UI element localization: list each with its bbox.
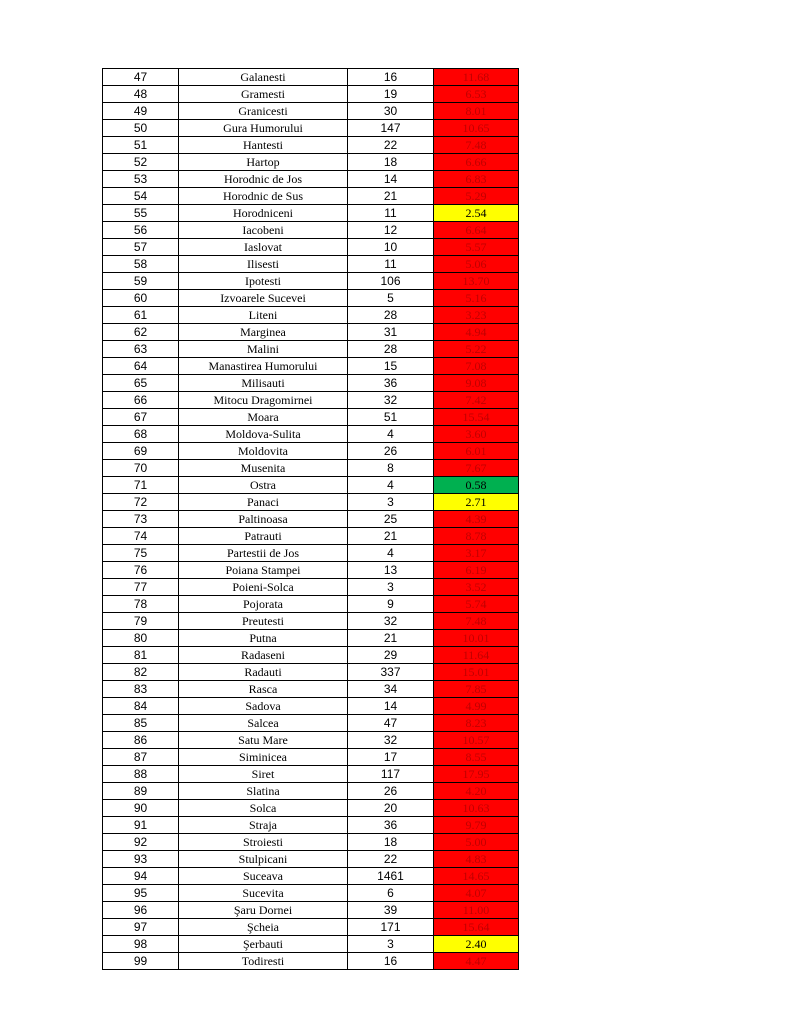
incidence-rate-cell: 15.54 <box>434 409 519 426</box>
incidence-rate-cell: 15.01 <box>434 664 519 681</box>
table-row <box>103 494 519 511</box>
row-number-cell: 88 <box>103 766 179 783</box>
row-number-cell: 83 <box>103 681 179 698</box>
table-row <box>103 902 519 919</box>
case-count-cell: 21 <box>348 528 434 545</box>
incidence-rate-cell: 4.99 <box>434 698 519 715</box>
table-row <box>103 341 519 358</box>
locality-name-cell: Paltinoasa <box>179 511 348 528</box>
table-row <box>103 545 519 562</box>
table-row <box>103 562 519 579</box>
table-row <box>103 273 519 290</box>
row-number-cell: 49 <box>103 103 179 120</box>
case-count-cell: 11 <box>348 205 434 222</box>
locality-name-cell: Malini <box>179 341 348 358</box>
row-number-cell: 85 <box>103 715 179 732</box>
locality-name-cell: Iaslovat <box>179 239 348 256</box>
case-count-cell: 4 <box>348 426 434 443</box>
case-count-cell: 26 <box>348 443 434 460</box>
case-count-cell: 6 <box>348 885 434 902</box>
table-row <box>103 783 519 800</box>
incidence-rate-cell: 3.23 <box>434 307 519 324</box>
table-row <box>103 103 519 120</box>
row-number-cell: 98 <box>103 936 179 953</box>
table-row <box>103 426 519 443</box>
case-count-cell: 10 <box>348 239 434 256</box>
incidence-rate-cell: 10.01 <box>434 630 519 647</box>
incidence-rate-cell: 15.64 <box>434 919 519 936</box>
case-count-cell: 29 <box>348 647 434 664</box>
locality-name-cell: Gramesti <box>179 86 348 103</box>
locality-name-cell: Musenita <box>179 460 348 477</box>
table-row <box>103 630 519 647</box>
table-row <box>103 511 519 528</box>
locality-name-cell: Şcheia <box>179 919 348 936</box>
table-row <box>103 409 519 426</box>
incidence-rate-cell: 5.74 <box>434 596 519 613</box>
row-number-cell: 86 <box>103 732 179 749</box>
table-row <box>103 171 519 188</box>
table-row <box>103 834 519 851</box>
row-number-cell: 50 <box>103 120 179 137</box>
locality-name-cell: Mitocu Dragomirnei <box>179 392 348 409</box>
table-row <box>103 817 519 834</box>
table-row <box>103 137 519 154</box>
table-row <box>103 460 519 477</box>
incidence-rate-cell: 5.57 <box>434 239 519 256</box>
incidence-rate-cell: 10.65 <box>434 120 519 137</box>
row-number-cell: 48 <box>103 86 179 103</box>
case-count-cell: 337 <box>348 664 434 681</box>
row-number-cell: 63 <box>103 341 179 358</box>
case-count-cell: 14 <box>348 171 434 188</box>
table-row <box>103 69 519 86</box>
incidence-rate-cell: 6.83 <box>434 171 519 188</box>
locality-name-cell: Siret <box>179 766 348 783</box>
incidence-rate-cell: 4.20 <box>434 783 519 800</box>
locality-name-cell: Hartop <box>179 154 348 171</box>
incidence-rate-cell: 5.06 <box>434 256 519 273</box>
case-count-cell: 18 <box>348 834 434 851</box>
case-count-cell: 36 <box>348 375 434 392</box>
incidence-rate-cell: 2.40 <box>434 936 519 953</box>
case-count-cell: 15 <box>348 358 434 375</box>
incidence-rate-cell: 5.29 <box>434 188 519 205</box>
incidence-rate-cell: 6.53 <box>434 86 519 103</box>
table-row <box>103 154 519 171</box>
table-row <box>103 188 519 205</box>
row-number-cell: 66 <box>103 392 179 409</box>
table-row <box>103 324 519 341</box>
row-number-cell: 61 <box>103 307 179 324</box>
row-number-cell: 69 <box>103 443 179 460</box>
incidence-rate-cell: 11.64 <box>434 647 519 664</box>
row-number-cell: 81 <box>103 647 179 664</box>
row-number-cell: 47 <box>103 69 179 86</box>
locality-name-cell: Ilisesti <box>179 256 348 273</box>
incidence-rate-cell: 4.83 <box>434 851 519 868</box>
incidence-rate-cell: 4.47 <box>434 953 519 970</box>
table-row <box>103 256 519 273</box>
incidence-rate-cell: 9.08 <box>434 375 519 392</box>
row-number-cell: 72 <box>103 494 179 511</box>
locality-name-cell: Siminicea <box>179 749 348 766</box>
case-count-cell: 21 <box>348 630 434 647</box>
table-row <box>103 800 519 817</box>
case-count-cell: 8 <box>348 460 434 477</box>
case-count-cell: 21 <box>348 188 434 205</box>
row-number-cell: 68 <box>103 426 179 443</box>
locality-name-cell: Milisauti <box>179 375 348 392</box>
case-count-cell: 11 <box>348 256 434 273</box>
incidence-rate-cell: 10.57 <box>434 732 519 749</box>
locality-name-cell: Satu Mare <box>179 732 348 749</box>
locality-name-cell: Preutesti <box>179 613 348 630</box>
case-count-cell: 12 <box>348 222 434 239</box>
case-count-cell: 3 <box>348 936 434 953</box>
locality-name-cell: Gura Humorului <box>179 120 348 137</box>
locality-name-cell: Rasca <box>179 681 348 698</box>
locality-name-cell: Moldovita <box>179 443 348 460</box>
table-row <box>103 766 519 783</box>
row-number-cell: 70 <box>103 460 179 477</box>
incidence-rate-cell: 4.39 <box>434 511 519 528</box>
case-count-cell: 3 <box>348 579 434 596</box>
table-row <box>103 222 519 239</box>
row-number-cell: 64 <box>103 358 179 375</box>
incidence-rate-cell: 7.67 <box>434 460 519 477</box>
incidence-rate-cell: 7.42 <box>434 392 519 409</box>
row-number-cell: 65 <box>103 375 179 392</box>
locality-name-cell: Pojorata <box>179 596 348 613</box>
row-number-cell: 74 <box>103 528 179 545</box>
incidence-rate-cell: 10.63 <box>434 800 519 817</box>
row-number-cell: 90 <box>103 800 179 817</box>
locality-name-cell: Ipotesti <box>179 273 348 290</box>
row-number-cell: 75 <box>103 545 179 562</box>
locality-name-cell: Partestii de Jos <box>179 545 348 562</box>
case-count-cell: 5 <box>348 290 434 307</box>
case-count-cell: 4 <box>348 545 434 562</box>
table-row <box>103 205 519 222</box>
row-number-cell: 76 <box>103 562 179 579</box>
incidence-rate-cell: 5.22 <box>434 341 519 358</box>
locality-name-cell: Poiana Stampei <box>179 562 348 579</box>
locality-name-cell: Straja <box>179 817 348 834</box>
row-number-cell: 89 <box>103 783 179 800</box>
locality-name-cell: Şerbauti <box>179 936 348 953</box>
row-number-cell: 91 <box>103 817 179 834</box>
locality-name-cell: Sucevita <box>179 885 348 902</box>
row-number-cell: 67 <box>103 409 179 426</box>
case-count-cell: 51 <box>348 409 434 426</box>
locality-name-cell: Slatina <box>179 783 348 800</box>
incidence-rate-cell: 7.08 <box>434 358 519 375</box>
row-number-cell: 53 <box>103 171 179 188</box>
row-number-cell: 96 <box>103 902 179 919</box>
incidence-rate-cell: 11.68 <box>434 69 519 86</box>
locality-name-cell: Horodnic de Sus <box>179 188 348 205</box>
case-count-cell: 4 <box>348 477 434 494</box>
table-row <box>103 528 519 545</box>
table-row <box>103 358 519 375</box>
locality-name-cell: Sadova <box>179 698 348 715</box>
case-count-cell: 28 <box>348 341 434 358</box>
table-row <box>103 936 519 953</box>
locality-name-cell: Putna <box>179 630 348 647</box>
table-row <box>103 851 519 868</box>
case-count-cell: 9 <box>348 596 434 613</box>
locality-name-cell: Panaci <box>179 494 348 511</box>
row-number-cell: 79 <box>103 613 179 630</box>
table-row <box>103 579 519 596</box>
table-row <box>103 290 519 307</box>
table-row <box>103 239 519 256</box>
case-count-cell: 14 <box>348 698 434 715</box>
row-number-cell: 77 <box>103 579 179 596</box>
table-row <box>103 681 519 698</box>
row-number-cell: 55 <box>103 205 179 222</box>
incidence-rate-cell: 9.79 <box>434 817 519 834</box>
locality-name-cell: Stulpicani <box>179 851 348 868</box>
incidence-rate-cell: 13.70 <box>434 273 519 290</box>
case-count-cell: 117 <box>348 766 434 783</box>
incidence-rate-cell: 4.07 <box>434 885 519 902</box>
row-number-cell: 87 <box>103 749 179 766</box>
table-body <box>103 69 519 970</box>
table-row <box>103 953 519 970</box>
table-row <box>103 919 519 936</box>
table-row <box>103 613 519 630</box>
locality-name-cell: Manastirea Humorului <box>179 358 348 375</box>
case-count-cell: 25 <box>348 511 434 528</box>
locality-name-cell: Şaru Dornei <box>179 902 348 919</box>
case-count-cell: 39 <box>348 902 434 919</box>
locality-name-cell: Marginea <box>179 324 348 341</box>
incidence-rate-cell: 4.94 <box>434 324 519 341</box>
locality-name-cell: Horodniceni <box>179 205 348 222</box>
incidence-rate-cell: 8.01 <box>434 103 519 120</box>
case-count-cell: 18 <box>348 154 434 171</box>
case-count-cell: 147 <box>348 120 434 137</box>
row-number-cell: 73 <box>103 511 179 528</box>
locality-name-cell: Radaseni <box>179 647 348 664</box>
incidence-rate-cell: 6.66 <box>434 154 519 171</box>
row-number-cell: 92 <box>103 834 179 851</box>
table-row <box>103 375 519 392</box>
incidence-rate-cell: 7.48 <box>434 613 519 630</box>
table-row <box>103 868 519 885</box>
incidence-rate-cell: 3.60 <box>434 426 519 443</box>
table-row <box>103 477 519 494</box>
row-number-cell: 58 <box>103 256 179 273</box>
locality-name-cell: Horodnic de Jos <box>179 171 348 188</box>
locality-name-cell: Patrauti <box>179 528 348 545</box>
locality-name-cell: Salcea <box>179 715 348 732</box>
locality-name-cell: Izvoarele Sucevei <box>179 290 348 307</box>
row-number-cell: 60 <box>103 290 179 307</box>
incidence-rate-cell: 2.54 <box>434 205 519 222</box>
locality-name-cell: Granicesti <box>179 103 348 120</box>
row-number-cell: 97 <box>103 919 179 936</box>
locality-name-cell: Moldova-Sulita <box>179 426 348 443</box>
case-count-cell: 31 <box>348 324 434 341</box>
incidence-rate-cell: 3.17 <box>434 545 519 562</box>
incidence-rate-cell: 5.16 <box>434 290 519 307</box>
case-count-cell: 20 <box>348 800 434 817</box>
locality-name-cell: Radauti <box>179 664 348 681</box>
case-count-cell: 16 <box>348 953 434 970</box>
row-number-cell: 59 <box>103 273 179 290</box>
table-row <box>103 715 519 732</box>
incidence-rate-cell: 8.23 <box>434 715 519 732</box>
table-row <box>103 698 519 715</box>
row-number-cell: 57 <box>103 239 179 256</box>
row-number-cell: 52 <box>103 154 179 171</box>
incidence-rate-cell: 17.95 <box>434 766 519 783</box>
locality-name-cell: Poieni-Solca <box>179 579 348 596</box>
row-number-cell: 56 <box>103 222 179 239</box>
case-count-cell: 16 <box>348 69 434 86</box>
incidence-rate-cell: 6.64 <box>434 222 519 239</box>
incidence-rate-cell: 5.00 <box>434 834 519 851</box>
incidence-rate-cell: 7.85 <box>434 681 519 698</box>
incidence-rate-cell: 7.48 <box>434 137 519 154</box>
incidence-rate-cell: 8.55 <box>434 749 519 766</box>
locality-name-cell: Liteni <box>179 307 348 324</box>
row-number-cell: 99 <box>103 953 179 970</box>
table-row <box>103 86 519 103</box>
locality-name-cell: Todiresti <box>179 953 348 970</box>
row-number-cell: 95 <box>103 885 179 902</box>
row-number-cell: 94 <box>103 868 179 885</box>
case-count-cell: 26 <box>348 783 434 800</box>
table-row <box>103 307 519 324</box>
table-row <box>103 392 519 409</box>
case-count-cell: 1461 <box>348 868 434 885</box>
case-count-cell: 32 <box>348 732 434 749</box>
row-number-cell: 51 <box>103 137 179 154</box>
table-row <box>103 443 519 460</box>
incidence-rate-cell: 11.00 <box>434 902 519 919</box>
table-row <box>103 647 519 664</box>
incidence-rate-cell: 6.19 <box>434 562 519 579</box>
incidence-rate-cell: 2.71 <box>434 494 519 511</box>
row-number-cell: 54 <box>103 188 179 205</box>
case-count-cell: 19 <box>348 86 434 103</box>
case-count-cell: 13 <box>348 562 434 579</box>
incidence-rate-cell: 6.01 <box>434 443 519 460</box>
case-count-cell: 32 <box>348 613 434 630</box>
table-row <box>103 120 519 137</box>
row-number-cell: 82 <box>103 664 179 681</box>
row-number-cell: 71 <box>103 477 179 494</box>
locality-name-cell: Stroiesti <box>179 834 348 851</box>
case-count-cell: 36 <box>348 817 434 834</box>
locality-name-cell: Suceava <box>179 868 348 885</box>
locality-name-cell: Solca <box>179 800 348 817</box>
table-row <box>103 596 519 613</box>
locality-name-cell: Moara <box>179 409 348 426</box>
table-row <box>103 732 519 749</box>
case-count-cell: 3 <box>348 494 434 511</box>
case-count-cell: 28 <box>348 307 434 324</box>
row-number-cell: 80 <box>103 630 179 647</box>
row-number-cell: 62 <box>103 324 179 341</box>
row-number-cell: 93 <box>103 851 179 868</box>
case-count-cell: 106 <box>348 273 434 290</box>
case-count-cell: 47 <box>348 715 434 732</box>
incidence-rate-cell: 8.78 <box>434 528 519 545</box>
incidence-rate-cell: 14.65 <box>434 868 519 885</box>
locality-name-cell: Iacobeni <box>179 222 348 239</box>
case-count-cell: 22 <box>348 851 434 868</box>
row-number-cell: 78 <box>103 596 179 613</box>
incidence-rate-cell: 3.52 <box>434 579 519 596</box>
case-count-cell: 32 <box>348 392 434 409</box>
table-row <box>103 885 519 902</box>
incidence-rate-cell: 0.58 <box>434 477 519 494</box>
locality-name-cell: Hantesti <box>179 137 348 154</box>
table-row <box>103 664 519 681</box>
locality-name-cell: Ostra <box>179 477 348 494</box>
case-count-cell: 22 <box>348 137 434 154</box>
case-count-cell: 34 <box>348 681 434 698</box>
case-count-cell: 171 <box>348 919 434 936</box>
localities-table <box>102 68 519 970</box>
table-row <box>103 749 519 766</box>
locality-name-cell: Galanesti <box>179 69 348 86</box>
case-count-cell: 30 <box>348 103 434 120</box>
row-number-cell: 84 <box>103 698 179 715</box>
case-count-cell: 17 <box>348 749 434 766</box>
